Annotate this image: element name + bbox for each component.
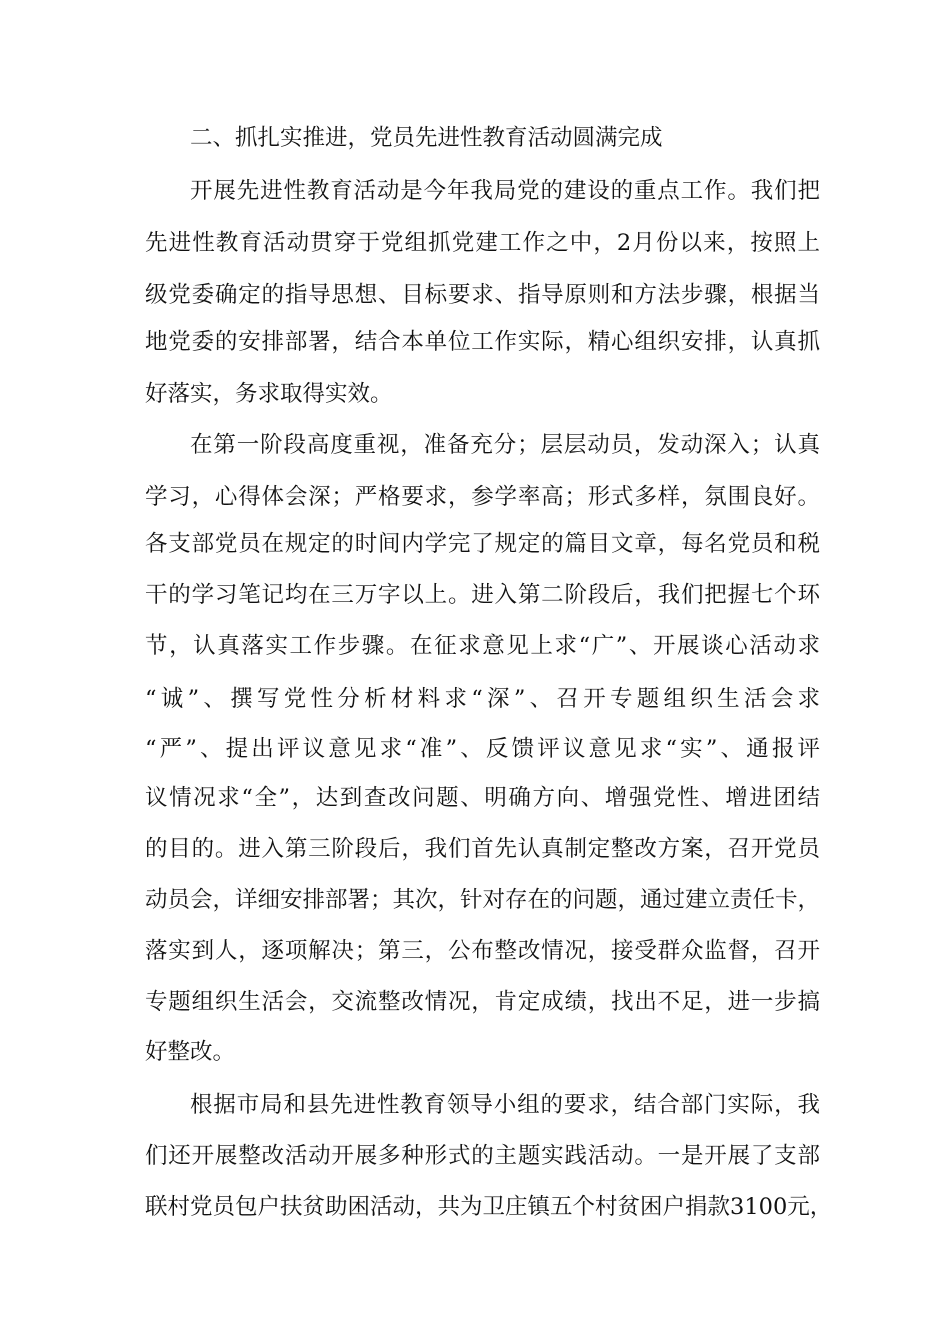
paragraph-line: 干的学习笔记均在三万字以上。进入第二阶段后，我们把握七个环 [145,582,820,608]
paragraph-line: 学习，心得体会深；严格要求，参学率高；形式多样，氛围良好。 [145,484,820,510]
paragraph-line: 的目的。进入第三阶段后，我们首先认真制定整改方案，召开党员 [145,836,820,862]
paragraph-line: 各支部党员在规定的时间内学完了规定的篇目文章，每名党员和税 [145,531,820,557]
paragraph-line: 节，认真落实工作步骤。在征求意见上求“广”、开展谈心活动求 [145,633,820,659]
paragraph-line: 先进性教育活动贯穿于党组抓党建工作之中，2月份以来，按照上 [145,230,820,256]
paragraph-line: 动员会，详细安排部署；其次，针对存在的问题，通过建立责任卡， [145,887,821,913]
paragraph-line: 专题组织生活会，交流整改情况，肯定成绩，找出不足，进一步搞 [145,989,820,1015]
paragraph-line: 在第一阶段高度重视，准备充分；层层动员，发动深入；认真 [190,432,820,458]
paragraph-line: 好整改。 [145,1039,236,1065]
paragraph-line: “诚”、撰写党性分析材料求“深”、召开专题组织生活会求 [145,686,820,712]
paragraph-line: “严”、提出评议意见求“准”、反馈评议意见求“实”、通报评 [145,736,820,762]
paragraph-line: 根据市局和县先进性教育领导小组的要求，结合部门实际，我 [190,1092,820,1118]
paragraph-line: 级党委确定的指导思想、目标要求、指导原则和方法步骤，根据当 [145,282,820,308]
paragraph-line: 们还开展整改活动开展多种形式的主题实践活动。一是开展了支部 [145,1143,820,1169]
paragraph-line: 落实到人，逐项解决；第三，公布整改情况，接受群众监督，召开 [145,938,820,964]
section-heading: 二、抓扎实推进，党员先进性教育活动圆满完成 [190,125,663,151]
paragraph-line: 地党委的安排部署，结合本单位工作实际，精心组织安排，认真抓 [145,329,820,355]
paragraph-line: 联村党员包户扶贫助困活动，共为卫庄镇五个村贫困户捐款3100元， [145,1194,833,1220]
paragraph-line: 开展先进性教育活动是今年我局党的建设的重点工作。我们把 [190,178,820,204]
paragraph-line: 好落实，务求取得实效。 [145,381,393,407]
paragraph-line: 议情况求“全”，达到查改问题、明确方向、增强党性、增进团结 [145,785,820,811]
